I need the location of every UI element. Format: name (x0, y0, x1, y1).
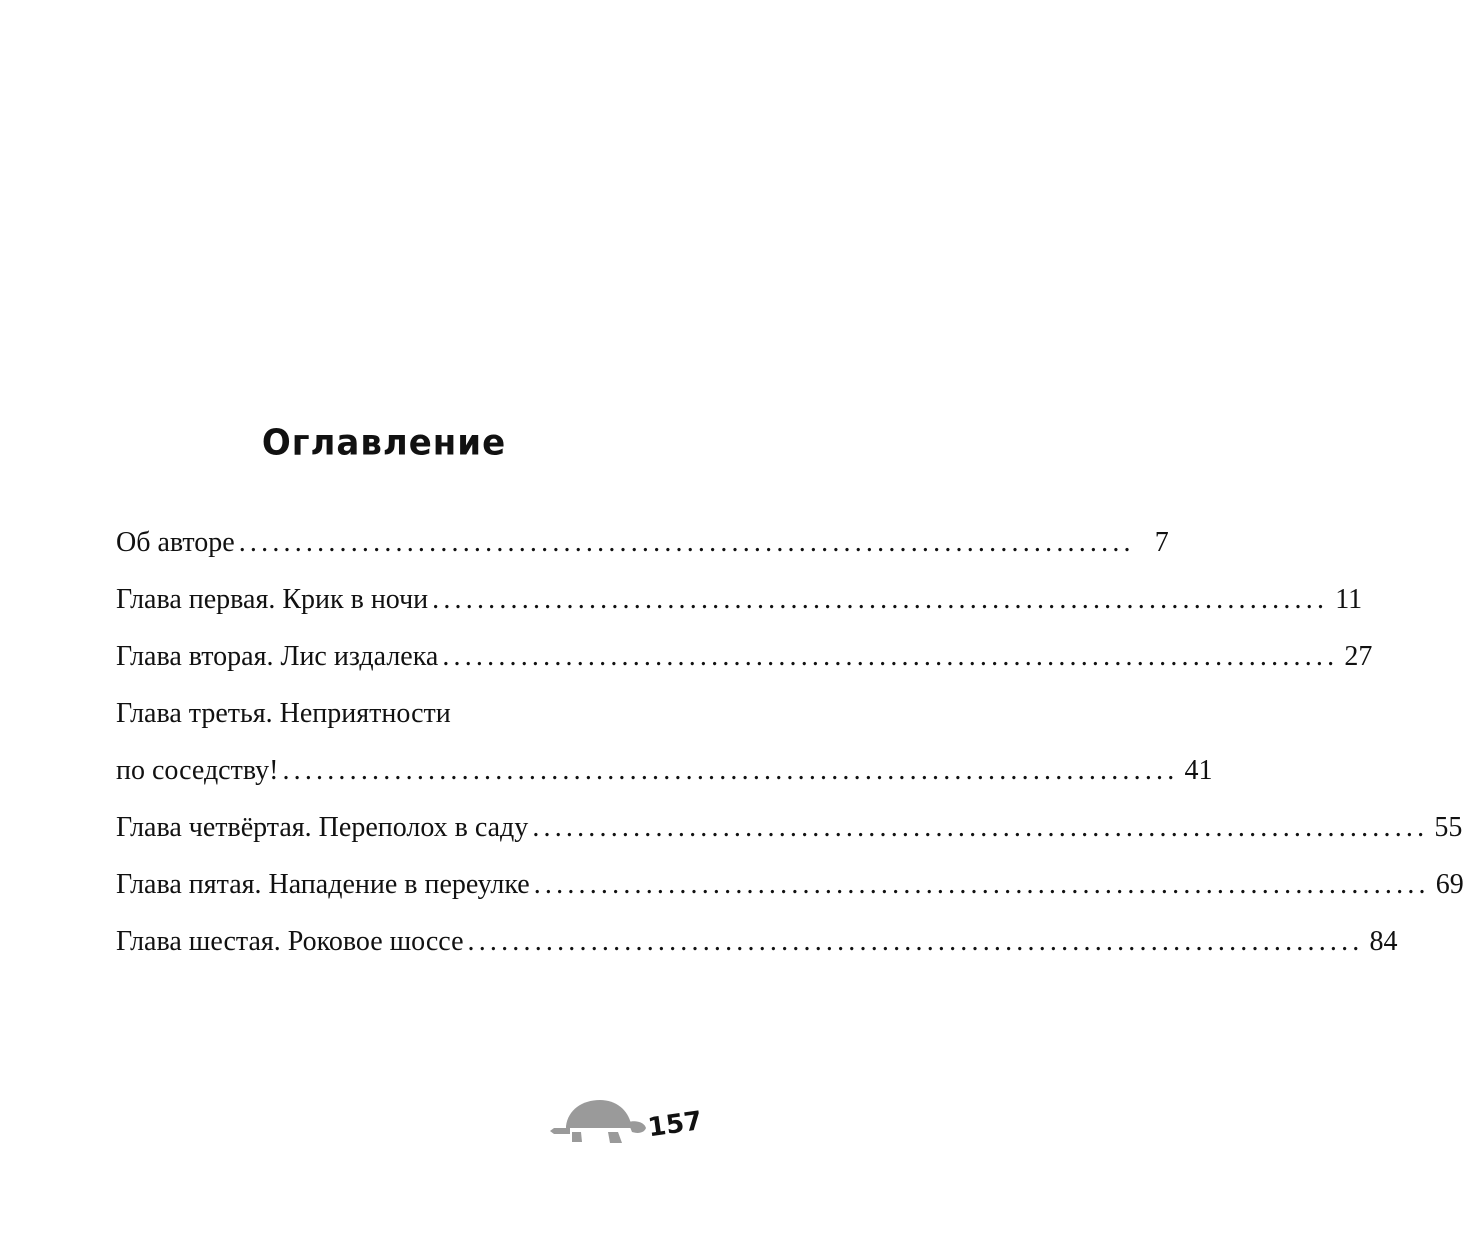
toc-entry-page: 11 (1335, 584, 1363, 615)
page-footer (548, 1090, 705, 1150)
dot-leader: ................................................................................ (238, 527, 1135, 558)
toc-entry-title: Глава первая. Крик в ночи (116, 584, 429, 615)
dot-leader: ................................................................................ (533, 869, 1430, 900)
toc-entry-title: Об авторе (116, 527, 235, 558)
toc-entry-title: Глава шестая. Роковое шоссе (116, 926, 464, 957)
page-number: 157 (646, 1106, 705, 1144)
toc-entry (116, 685, 646, 742)
toc-entry-title: Глава третья. Неприятности (116, 698, 451, 729)
toc-entry (116, 571, 1363, 628)
toc-entry (116, 913, 1398, 970)
toc-entry (116, 856, 1464, 913)
toc-entry (116, 742, 1213, 799)
toc-entry-page: 7 (1154, 527, 1169, 558)
toc-entry-page: 69 (1435, 869, 1464, 900)
toc-entry-page: 27 (1344, 641, 1373, 672)
table-of-contents (116, 514, 1464, 970)
dot-leader: ................................................................................ (467, 926, 1364, 957)
toc-entry-page: 41 (1184, 755, 1213, 786)
toc-entry (116, 799, 1463, 856)
dot-leader: ................................................................................ (442, 641, 1339, 672)
toc-entry-title: Глава вторая. Лис издалека (116, 641, 439, 672)
toc-entry (116, 514, 1169, 571)
toc-entry-title: по соседству! (116, 755, 279, 786)
toc-entry-page: 84 (1369, 926, 1398, 957)
toc-entry (116, 628, 1373, 685)
toc-entry-title: Глава пятая. Нападение в переулке (116, 869, 530, 900)
toc-entry-page: 55 (1434, 812, 1463, 843)
page-title: Оглавление (261, 422, 507, 464)
turtle-icon (550, 1100, 646, 1143)
toc-entry-title: Глава четвёртая. Переполох в саду (116, 812, 529, 843)
dot-leader: ................................................................................ (282, 755, 1179, 786)
dot-leader: ................................................................................ (432, 584, 1329, 615)
dot-leader: ................................................................................ (532, 812, 1429, 843)
